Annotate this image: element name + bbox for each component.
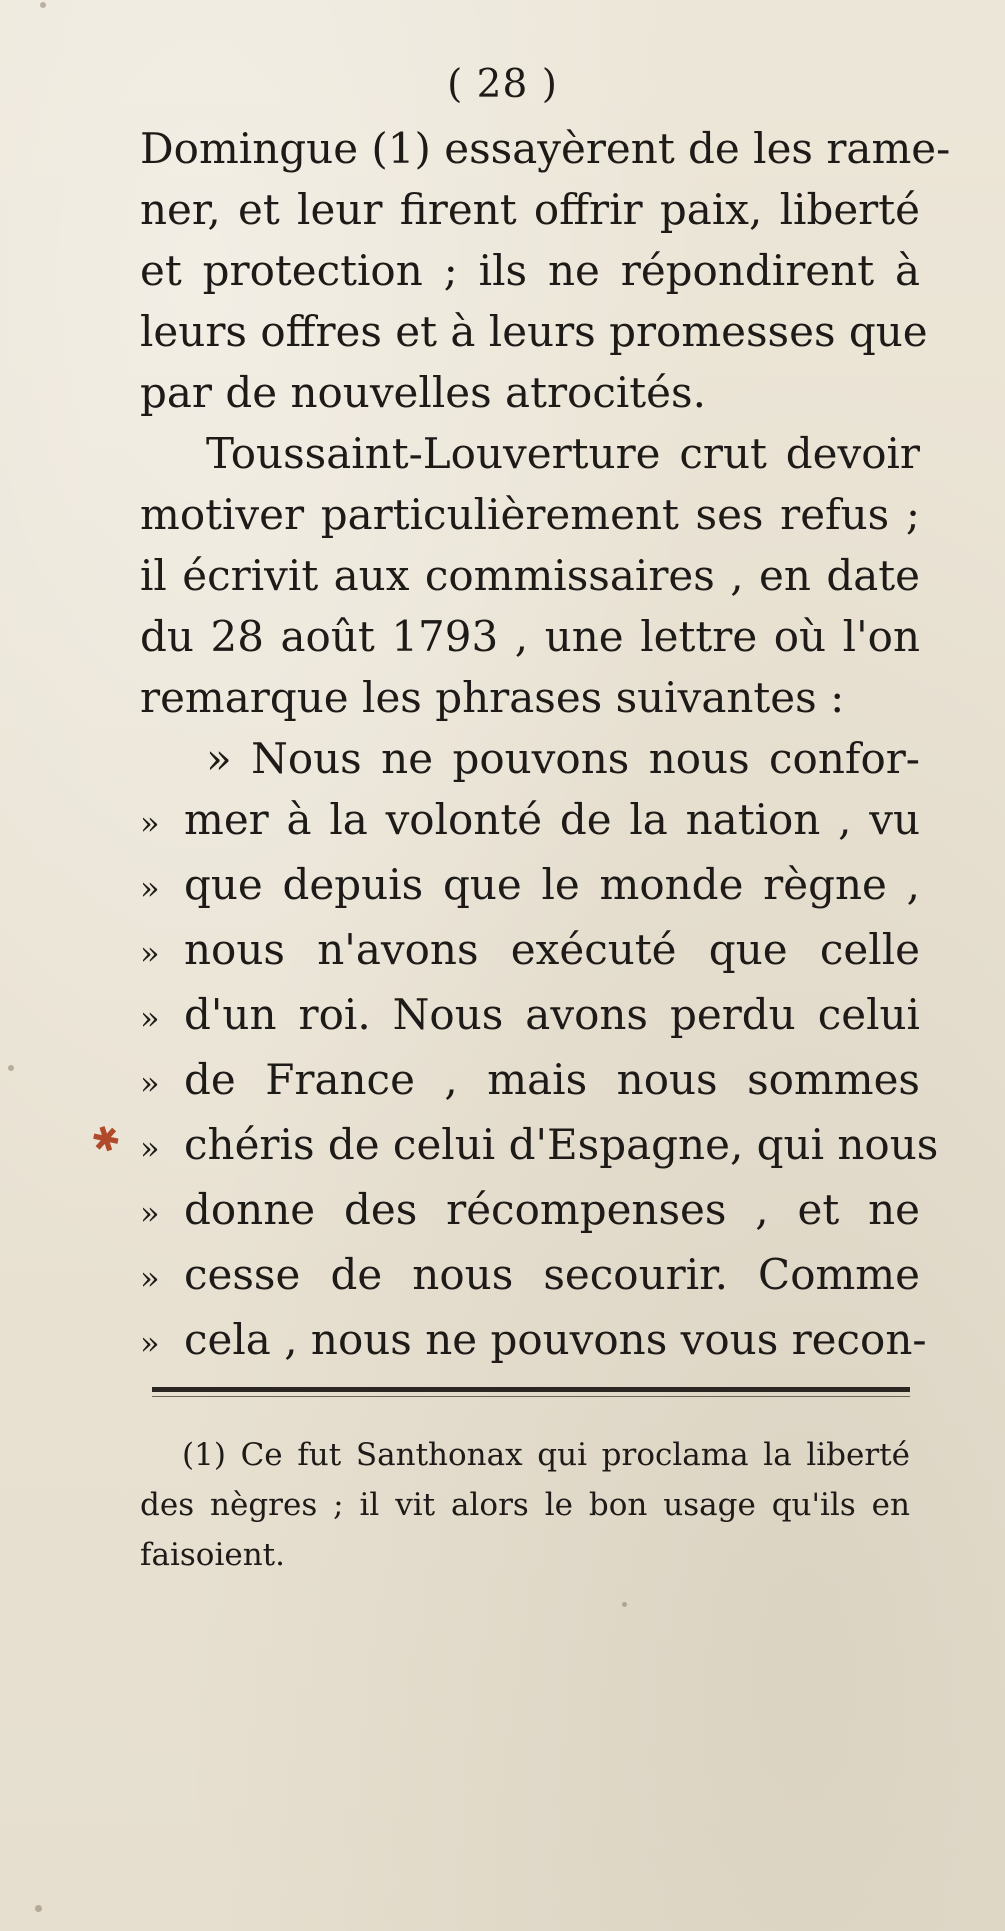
footnote-line: des nègres ; il vit alors le bon usage qu'ils en — [140, 1487, 910, 1523]
quote-text: de France , mais nous sommes — [184, 1055, 920, 1104]
quote-line — [140, 854, 920, 919]
asterisk-icon: ✱ — [86, 1116, 126, 1164]
quote-mark: » — [140, 1259, 160, 1297]
text-line: Domingue (1) essayèrent de les rame- — [140, 124, 951, 173]
quote-mark: » — [140, 804, 160, 842]
quote-line — [140, 1244, 920, 1309]
page-number: ( 28 ) — [447, 62, 558, 107]
quote-mark: » — [140, 1324, 160, 1362]
text-line: il écrivit aux commissaires , en date — [140, 551, 920, 600]
quote-mark: » — [140, 1194, 160, 1232]
text-line: leurs offres et à leurs promesses que — [140, 307, 928, 356]
text-line: Toussaint-Louverture crut devoir — [206, 429, 920, 478]
quote-line — [140, 984, 920, 1049]
paper-speck — [40, 2, 46, 8]
text-line: ner, et leur firent offrir paix, liberté — [140, 185, 920, 234]
main-text — [140, 118, 951, 1374]
text-line: motiver particulièrement ses refus ; — [140, 490, 920, 539]
quote-line — [140, 789, 920, 854]
quote-text: mer à la volonté de la nation , vu — [184, 795, 920, 844]
footnote-divider-thin — [152, 1396, 910, 1397]
quote-line — [140, 1114, 939, 1179]
quote-text: nous n'avons exécuté que celle — [184, 925, 920, 974]
quote-mark: » — [140, 869, 160, 907]
quote-line: » Nous ne pouvons nous confor- — [206, 734, 920, 783]
paper-speck — [35, 1905, 42, 1912]
quote-text: cesse de nous secourir. Comme — [184, 1250, 920, 1299]
quote-text: que depuis que le monde règne , — [184, 860, 920, 909]
quote-line — [140, 1309, 927, 1374]
quote-text: chéris de celui d'Espagne, qui nous — [184, 1120, 939, 1169]
quote-mark: » — [140, 1064, 160, 1102]
footnote — [140, 1430, 910, 1580]
quote-line — [140, 919, 920, 984]
quote-mark: » — [140, 999, 160, 1037]
quote-text: donne des récompenses , et ne — [184, 1185, 920, 1234]
quote-text: d'un roi. Nous avons perdu celui — [184, 990, 920, 1039]
quote-text: cela , nous ne pouvons vous recon- — [184, 1315, 927, 1364]
text-line: par de nouvelles atrocités. — [140, 368, 706, 417]
quote-mark: » — [140, 1129, 160, 1167]
footnote-divider — [152, 1387, 910, 1392]
text-line: du 28 août 1793 , une lettre où l'on — [140, 612, 920, 661]
text-line: remarque les phrases suivantes : — [140, 673, 845, 722]
footnote-line: (1) Ce fut Santhonax qui proclama la liberté — [182, 1437, 910, 1473]
paper-speck — [622, 1602, 627, 1607]
quote-line — [140, 1179, 920, 1244]
footnote-line: faisoient. — [140, 1537, 285, 1573]
quote-line — [140, 1049, 920, 1114]
quote-mark: » — [140, 934, 160, 972]
paper-speck — [8, 1065, 14, 1071]
text-line: et protection ; ils ne répondirent à — [140, 246, 920, 295]
